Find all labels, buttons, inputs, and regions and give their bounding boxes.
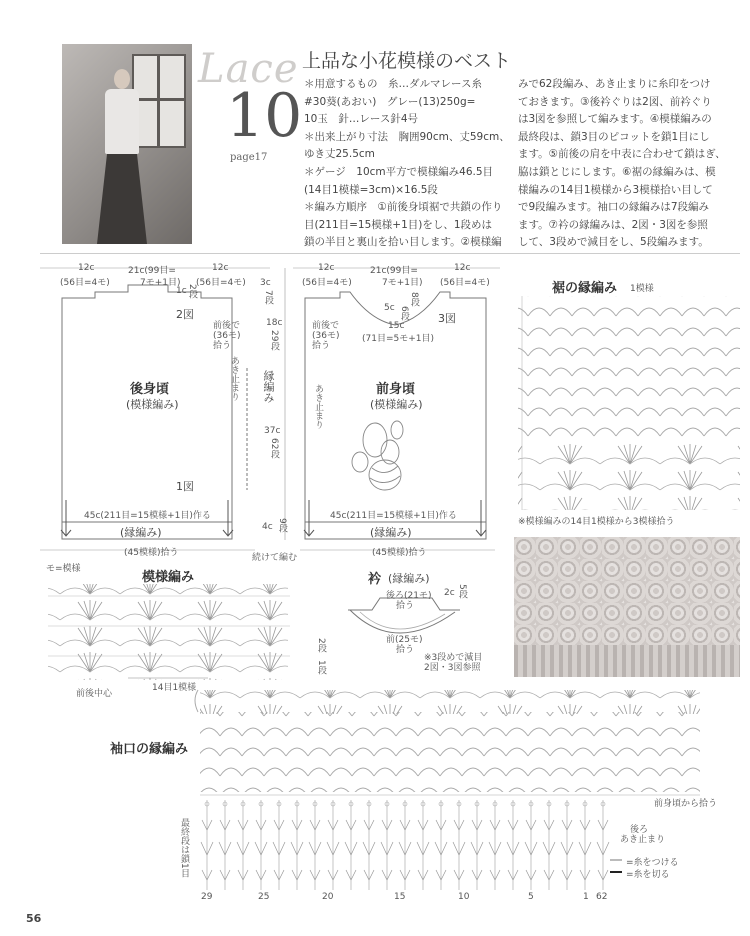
back-top-mid-sub: 7モ+1目) [140,278,181,288]
front-neck-6: 6段 [399,306,409,321]
back-pickup: (45模様)拾う [124,548,179,558]
front-pickup: (45模様)拾う [372,548,427,558]
instructions-column-2: みで62段編み、あき止まりに糸印をつけ ておきます。③後衿ぐりは2図、前衿ぐり は3図を参照して編みます。④模様編みの 最終段は、鎖3目のピコットを鎖1目にし ます。⑤前後の肩を中表に合わせて鎖はぎ、 脇は鎖とじにします。⑥裾の縁編みは、模 様編みの14目1模様から3模様拾い目して で9段編みます。袖口の縁編みは7段編み ます。⑦衿の縁編みは、2図・3図を参照 して、3段めで減目をし、5段編みます。 [518,78,726,249]
hem-chart-title: 裾の縁編み [552,281,618,296]
back-top-left: 12c [78,263,95,273]
pattern-row-2: 2段 [316,638,326,653]
back-body-pattern: (模様編み) [126,398,179,411]
collar-title: 衿 [368,572,382,587]
cuff-num-1: 1 [583,892,589,902]
back-fig1: 1図 [176,480,194,493]
cuff-final-row: 最終段は鎖1目 [179,818,189,878]
back-armhole-1: 前後で [213,321,241,331]
back-18c: 18c [266,318,283,328]
back-3c: 3c [260,278,271,288]
front-top-mid: 21c(99目= [370,266,418,276]
front-armhole-1: 前後で [312,321,340,331]
hem-repeat: 1模様 [630,284,654,294]
front-neck-71: (71目=5モ+1目) [362,334,435,344]
cuff-back-2: あき止まり [620,835,666,845]
back-open-stop: あき止まり [229,356,239,401]
back-armhole-2: (36モ) [213,331,241,341]
back-body-name: 後身頃 [130,382,170,397]
back-29rows: 29段 [269,330,279,351]
cuff-num-20: 20 [322,892,334,902]
front-neck-15c: 15c [388,321,405,331]
pattern-chart-title: 模様編み [142,570,195,585]
back-border: (縁編み) [120,526,162,539]
pattern-repeat: 14目1模様 [152,683,197,693]
collar-2c: 2c [444,588,455,598]
front-body-pattern: (模様編み) [370,398,423,411]
front-body-name: 前身頃 [376,382,416,397]
cuff-num-10: 10 [458,892,470,902]
pattern-number: 10 [226,81,303,151]
collar-back-2: 拾う [396,601,415,611]
collar-5rows: 5段 [457,584,467,599]
collar-front: 前(25モ) [386,635,423,645]
cuff-legend-1: =糸をつける [626,858,679,868]
cuff-num-29: 29 [201,892,213,902]
pattern-center: 前後中心 [76,689,113,699]
collar-sub: (縁編み) [388,572,430,585]
cactus-illustration [352,421,403,490]
instructions-column-1: ＊用意するもの 糸…ダルマレース糸 #30葵(あおい) グレー(13)250g= 10玉 針…レース針4号 ＊出来上がり寸法 胸囲90cm、丈59cm、 ゆき丈25.5cm ＊ゲージ 10cm平方で模様編み46.5目 (14目1模様=3cm)×16.5段 ＊編み方順序 ①前後身頃裾で共鎖の作り 目(211目=15模様+1目)をし、1段めは 鎖の半目と裏山を拾い目します。②模様編 [304,78,510,249]
back-top-right-sub: (56目=4モ) [196,278,246,288]
front-fig3: 3図 [438,312,456,325]
page-number: 56 [26,912,42,925]
front-open-stop: あき止まり [313,384,323,429]
front-top-left-sub: (56目=4モ) [302,278,352,288]
cuff-num-25: 25 [258,892,270,902]
back-armhole-3: 拾う [213,341,232,351]
cuff-num-15: 15 [394,892,406,902]
hem-footnote: ※模様編みの14目1模様から3模様拾う [518,517,675,527]
collar-back: 後ろ(21モ) [386,591,432,601]
lace-heading: Lace [198,46,299,92]
pattern-row-1: 1段 [316,660,326,675]
cuff-back: 後ろ [630,825,649,835]
page-reference: page17 [230,152,268,163]
motif-legend: モ=模様 [46,564,81,574]
back-bottom-chain: 45c(211目=15模様+1目)作る [84,511,211,521]
page-title: 上品な小花模様のベスト [302,50,512,72]
collar-front-2: 拾う [396,645,415,655]
back-top-right: 12c [212,263,229,273]
back-4c: 4c [262,522,273,532]
back-neck-rows: 2段 [187,284,197,299]
front-neck-8: 8段 [409,292,419,307]
cuff-chart-title: 袖口の縁編み [110,742,189,757]
front-armhole-2: (36モ) [312,331,340,341]
front-neck-5c: 5c [384,303,395,313]
back-top-mid: 21c(99目= [128,266,176,276]
front-top-right: 12c [454,263,471,273]
back-top-left-sub: (56目=4モ) [60,278,110,288]
back-7rows: 7段 [263,290,273,305]
back-9rows: 9段 [277,518,287,533]
back-fig2: 2図 [176,308,194,321]
back-side-rib: 縁編み [262,370,275,403]
front-bottom-chain: 45c(211目=15模様+1目)作る [330,511,457,521]
front-top-left: 12c [318,263,335,273]
front-top-mid-sub: 7モ+1目) [382,278,423,288]
front-top-right-sub: (56目=4モ) [440,278,490,288]
front-armhole-3: 拾う [312,341,331,351]
collar-note: ※3段めで減目 [424,653,483,663]
front-border: (縁編み) [370,526,412,539]
cuff-pickup: 前身頃から拾う [654,799,718,809]
cuff-num-62: 62 [596,892,608,902]
back-neck: 1c [176,286,187,296]
back-continue: 続けて編む [252,553,298,563]
cuff-num-5: 5 [528,892,534,902]
swatch-photo [514,537,740,677]
collar-note-2: 2図・3図参照 [424,663,481,673]
back-37c: 37c [264,426,281,436]
cuff-legend-2: =糸を切る [626,870,670,880]
back-62rows: 62段 [269,438,279,459]
